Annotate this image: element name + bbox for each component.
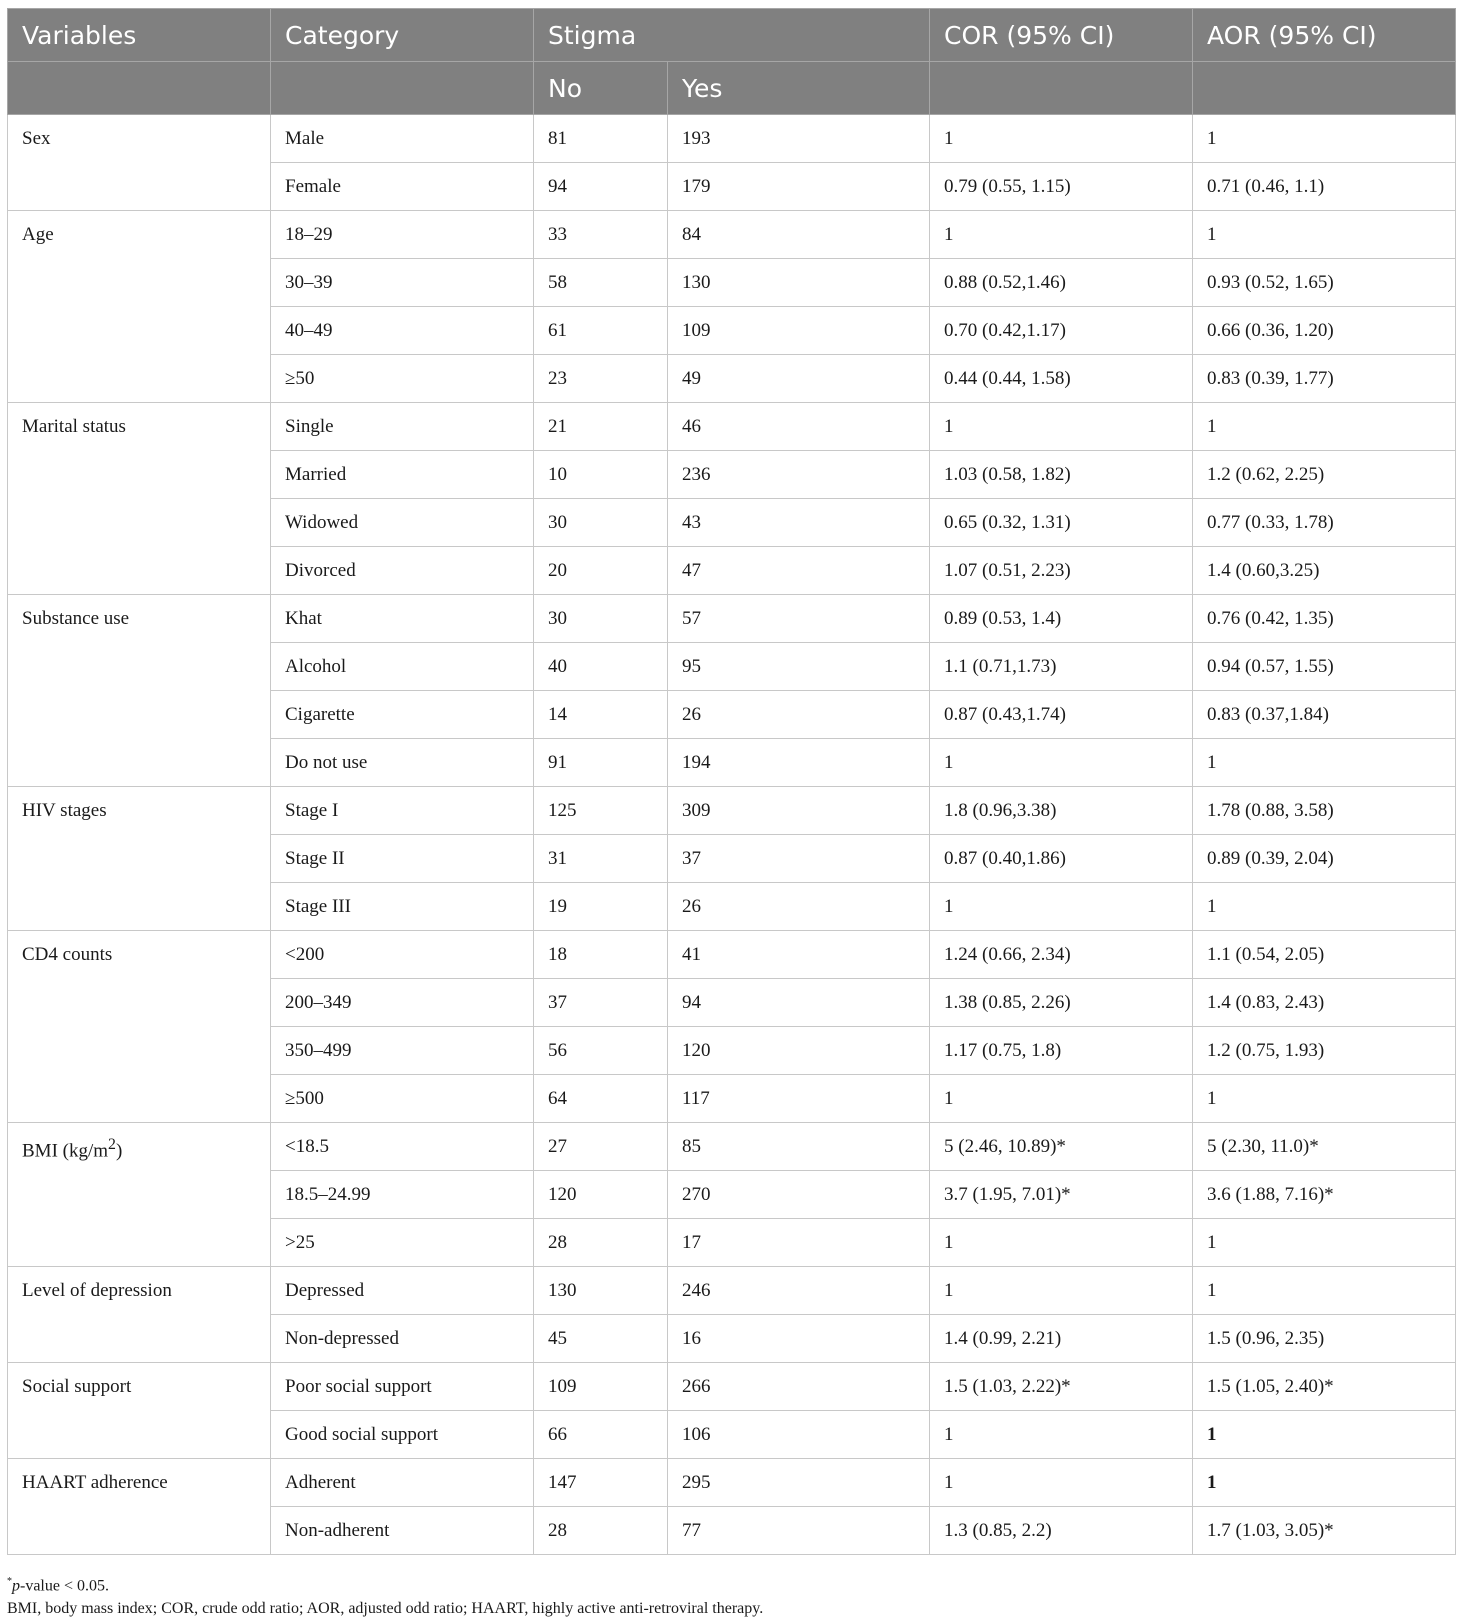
no-cell: 147 — [534, 1459, 668, 1507]
aor-cell: 5 (2.30, 11.0)* — [1193, 1123, 1456, 1171]
table-row — [8, 403, 1456, 451]
category-cell: Male — [271, 115, 534, 163]
cor-cell: 1 — [930, 211, 1193, 259]
no-cell: 66 — [534, 1411, 668, 1459]
table-row — [8, 211, 1456, 259]
variable-label: Age — [22, 224, 54, 245]
no-cell: 31 — [534, 835, 668, 883]
header-variables: Variables — [8, 9, 271, 62]
yes-cell: 17 — [668, 1219, 930, 1267]
category-cell: 18.5–24.99 — [271, 1171, 534, 1219]
no-cell: 91 — [534, 739, 668, 787]
table-row — [8, 595, 1456, 643]
header-category: Category — [271, 9, 534, 62]
pvalue-note — [7, 1570, 763, 1597]
cor-cell: 1 — [930, 1075, 1193, 1123]
abbreviations-note: BMI, body mass index; COR, crude odd ratio; AOR, adjusted odd ratio; HAART, highly active anti-retroviral therapy. — [7, 1600, 764, 1618]
category-cell: Adherent — [271, 1459, 534, 1507]
category-cell: ≥50 — [271, 355, 534, 403]
yes-cell: 49 — [668, 355, 930, 403]
cor-cell: 1.8 (0.96,3.38) — [930, 787, 1193, 835]
category-cell: <200 — [271, 931, 534, 979]
category-cell: Cigarette — [271, 691, 534, 739]
header-row-2 — [8, 62, 1456, 115]
table-row — [8, 1363, 1456, 1411]
no-cell: 109 — [534, 1363, 668, 1411]
header-stigma: Stigma — [534, 9, 930, 62]
variable-label: Marital status — [22, 416, 126, 437]
yes-cell: 106 — [668, 1411, 930, 1459]
cor-cell: 0.70 (0.42,1.17) — [930, 307, 1193, 355]
category-cell: Stage II — [271, 835, 534, 883]
cor-cell: 1.17 (0.75, 1.8) — [930, 1027, 1193, 1075]
yes-cell: 117 — [668, 1075, 930, 1123]
variable-cell — [8, 403, 271, 595]
aor-cell: 3.6 (1.88, 7.16)* — [1193, 1171, 1456, 1219]
variable-cell — [8, 115, 271, 211]
aor-cell: 1 — [1193, 211, 1456, 259]
no-cell: 27 — [534, 1123, 668, 1171]
aor-cell: 1.4 (0.60,3.25) — [1193, 547, 1456, 595]
aor-cell: 1.5 (0.96, 2.35) — [1193, 1315, 1456, 1363]
category-cell: ≥500 — [271, 1075, 534, 1123]
aor-cell: 1 — [1193, 403, 1456, 451]
header-empty-1 — [8, 62, 271, 115]
yes-cell: 85 — [668, 1123, 930, 1171]
header-yes: Yes — [668, 62, 930, 115]
variable-cell — [8, 1459, 271, 1555]
table-row — [8, 115, 1456, 163]
no-cell: 81 — [534, 115, 668, 163]
yes-cell: 84 — [668, 211, 930, 259]
variable-label: HIV stages — [22, 800, 107, 821]
aor-cell: 0.94 (0.57, 1.55) — [1193, 643, 1456, 691]
yes-cell: 309 — [668, 787, 930, 835]
yes-cell: 193 — [668, 115, 930, 163]
yes-cell: 130 — [668, 259, 930, 307]
yes-cell: 270 — [668, 1171, 930, 1219]
aor-cell: 0.77 (0.33, 1.78) — [1193, 499, 1456, 547]
yes-cell: 236 — [668, 451, 930, 499]
category-cell: Do not use — [271, 739, 534, 787]
variable-label: CD4 counts — [22, 944, 113, 965]
aor-cell: 1.5 (1.05, 2.40)* — [1193, 1363, 1456, 1411]
aor-cell: 0.93 (0.52, 1.65) — [1193, 259, 1456, 307]
aor-cell: 0.71 (0.46, 1.1) — [1193, 163, 1456, 211]
yes-cell: 41 — [668, 931, 930, 979]
no-cell: 94 — [534, 163, 668, 211]
header-aor: AOR (95% CI) — [1193, 9, 1456, 62]
cor-cell: 1.07 (0.51, 2.23) — [930, 547, 1193, 595]
header-empty-3 — [930, 62, 1193, 115]
no-cell: 30 — [534, 499, 668, 547]
category-cell: Poor social support — [271, 1363, 534, 1411]
no-cell: 19 — [534, 883, 668, 931]
aor-cell: 1 — [1193, 883, 1456, 931]
cor-cell: 1.03 (0.58, 1.82) — [930, 451, 1193, 499]
cor-cell: 0.79 (0.55, 1.15) — [930, 163, 1193, 211]
category-cell: Single — [271, 403, 534, 451]
cor-cell: 1.4 (0.99, 2.21) — [930, 1315, 1193, 1363]
aor-cell: 1 — [1193, 739, 1456, 787]
variable-label: BMI (kg/m — [22, 1140, 109, 1162]
category-cell: 200–349 — [271, 979, 534, 1027]
variable-label-end: ) — [115, 1140, 123, 1162]
cor-cell: 5 (2.46, 10.89)* — [930, 1123, 1193, 1171]
variable-cell — [8, 1123, 271, 1267]
table-row — [8, 787, 1456, 835]
no-cell: 23 — [534, 355, 668, 403]
cor-cell: 1.3 (0.85, 2.2) — [930, 1507, 1193, 1555]
yes-cell: 120 — [668, 1027, 930, 1075]
cor-cell: 0.65 (0.32, 1.31) — [930, 499, 1193, 547]
aor-cell: 0.83 (0.37,1.84) — [1193, 691, 1456, 739]
yes-cell: 246 — [668, 1267, 930, 1315]
yes-cell: 194 — [668, 739, 930, 787]
cor-cell: 1 — [930, 115, 1193, 163]
no-cell: 28 — [534, 1507, 668, 1555]
variable-cell — [8, 211, 271, 403]
yes-cell: 77 — [668, 1507, 930, 1555]
aor-cell: 0.83 (0.39, 1.77) — [1193, 355, 1456, 403]
table-container — [7, 8, 1455, 1555]
no-cell: 28 — [534, 1219, 668, 1267]
cor-cell: 1.24 (0.66, 2.34) — [930, 931, 1193, 979]
cor-cell: 0.88 (0.52,1.46) — [930, 259, 1193, 307]
cor-cell: 1 — [930, 1219, 1193, 1267]
aor-cell: 1.1 (0.54, 2.05) — [1193, 931, 1456, 979]
cor-cell: 1 — [930, 403, 1193, 451]
cor-cell: 1.5 (1.03, 2.22)* — [930, 1363, 1193, 1411]
cor-cell: 1 — [930, 1411, 1193, 1459]
table-header — [8, 9, 1456, 115]
category-cell: 30–39 — [271, 259, 534, 307]
header-no: No — [534, 62, 668, 115]
yes-cell: 16 — [668, 1315, 930, 1363]
cor-cell: 0.89 (0.53, 1.4) — [930, 595, 1193, 643]
yes-cell: 109 — [668, 307, 930, 355]
yes-cell: 57 — [668, 595, 930, 643]
no-cell: 30 — [534, 595, 668, 643]
category-cell: Depressed — [271, 1267, 534, 1315]
variable-label: Sex — [22, 128, 51, 149]
variable-superscript: 2 — [108, 1136, 116, 1153]
variable-cell — [8, 931, 271, 1123]
variable-cell — [8, 787, 271, 931]
no-cell: 10 — [534, 451, 668, 499]
pvalue-text: -value < 0.05. — [20, 1577, 109, 1595]
category-cell: Non-depressed — [271, 1315, 534, 1363]
aor-cell: 1 — [1193, 115, 1456, 163]
yes-cell: 47 — [668, 547, 930, 595]
footnotes — [7, 1570, 763, 1620]
no-cell: 21 — [534, 403, 668, 451]
category-cell: Married — [271, 451, 534, 499]
stigma-table — [7, 8, 1456, 1555]
footnote-star: * — [7, 1576, 12, 1587]
aor-cell: 1 — [1193, 1267, 1456, 1315]
aor-cell: 1.4 (0.83, 2.43) — [1193, 979, 1456, 1027]
no-cell: 58 — [534, 259, 668, 307]
aor-cell: 0.89 (0.39, 2.04) — [1193, 835, 1456, 883]
no-cell: 20 — [534, 547, 668, 595]
yes-cell: 37 — [668, 835, 930, 883]
yes-cell: 43 — [668, 499, 930, 547]
variable-label: Social support — [22, 1376, 132, 1397]
category-cell: Female — [271, 163, 534, 211]
aor-cell: 0.66 (0.36, 1.20) — [1193, 307, 1456, 355]
no-cell: 18 — [534, 931, 668, 979]
category-cell: 18–29 — [271, 211, 534, 259]
cor-cell: 3.7 (1.95, 7.01)* — [930, 1171, 1193, 1219]
no-cell: 125 — [534, 787, 668, 835]
cor-cell: 1 — [930, 883, 1193, 931]
header-empty-4 — [1193, 62, 1456, 115]
aor-cell: 0.76 (0.42, 1.35) — [1193, 595, 1456, 643]
cor-cell: 1 — [930, 1459, 1193, 1507]
aor-cell: 1.78 (0.88, 3.58) — [1193, 787, 1456, 835]
yes-cell: 295 — [668, 1459, 930, 1507]
category-cell: Divorced — [271, 547, 534, 595]
cor-cell: 0.87 (0.40,1.86) — [930, 835, 1193, 883]
no-cell: 45 — [534, 1315, 668, 1363]
category-cell: 350–499 — [271, 1027, 534, 1075]
category-cell: Stage I — [271, 787, 534, 835]
no-cell: 130 — [534, 1267, 668, 1315]
variable-cell — [8, 1267, 271, 1363]
table-row — [8, 1459, 1456, 1507]
category-cell: Good social support — [271, 1411, 534, 1459]
category-cell: <18.5 — [271, 1123, 534, 1171]
variable-label: HAART adherence — [22, 1472, 168, 1493]
cor-cell: 1.38 (0.85, 2.26) — [930, 979, 1193, 1027]
no-cell: 14 — [534, 691, 668, 739]
table-body — [8, 115, 1456, 1555]
header-empty-2 — [271, 62, 534, 115]
table-row — [8, 1267, 1456, 1315]
pvalue-label: p — [12, 1577, 20, 1595]
aor-cell: 1 — [1193, 1411, 1456, 1459]
no-cell: 33 — [534, 211, 668, 259]
aor-cell: 1 — [1193, 1459, 1456, 1507]
yes-cell: 26 — [668, 691, 930, 739]
no-cell: 56 — [534, 1027, 668, 1075]
category-cell: 40–49 — [271, 307, 534, 355]
category-cell: Non-adherent — [271, 1507, 534, 1555]
yes-cell: 266 — [668, 1363, 930, 1411]
aor-cell: 1.2 (0.62, 2.25) — [1193, 451, 1456, 499]
aor-cell: 1.2 (0.75, 1.93) — [1193, 1027, 1456, 1075]
yes-cell: 26 — [668, 883, 930, 931]
yes-cell: 94 — [668, 979, 930, 1027]
cor-cell: 1.1 (0.71,1.73) — [930, 643, 1193, 691]
table-row — [8, 931, 1456, 979]
category-cell: Alcohol — [271, 643, 534, 691]
cor-cell: 1 — [930, 1267, 1193, 1315]
no-cell: 61 — [534, 307, 668, 355]
yes-cell: 95 — [668, 643, 930, 691]
category-cell: >25 — [271, 1219, 534, 1267]
no-cell: 120 — [534, 1171, 668, 1219]
aor-cell: 1.7 (1.03, 3.05)* — [1193, 1507, 1456, 1555]
yes-cell: 46 — [668, 403, 930, 451]
cor-cell: 0.87 (0.43,1.74) — [930, 691, 1193, 739]
table-row — [8, 1123, 1456, 1171]
aor-cell: 1 — [1193, 1219, 1456, 1267]
header-row-1 — [8, 9, 1456, 62]
category-cell: Widowed — [271, 499, 534, 547]
no-cell: 37 — [534, 979, 668, 1027]
header-cor: COR (95% CI) — [930, 9, 1193, 62]
variable-label: Substance use — [22, 608, 130, 629]
no-cell: 40 — [534, 643, 668, 691]
aor-cell: 1 — [1193, 1075, 1456, 1123]
cor-cell: 0.44 (0.44, 1.58) — [930, 355, 1193, 403]
cor-cell: 1 — [930, 739, 1193, 787]
variable-label: Level of depression — [22, 1280, 172, 1301]
yes-cell: 179 — [668, 163, 930, 211]
category-cell: Stage III — [271, 883, 534, 931]
category-cell: Khat — [271, 595, 534, 643]
no-cell: 64 — [534, 1075, 668, 1123]
variable-cell — [8, 595, 271, 787]
variable-cell — [8, 1363, 271, 1459]
